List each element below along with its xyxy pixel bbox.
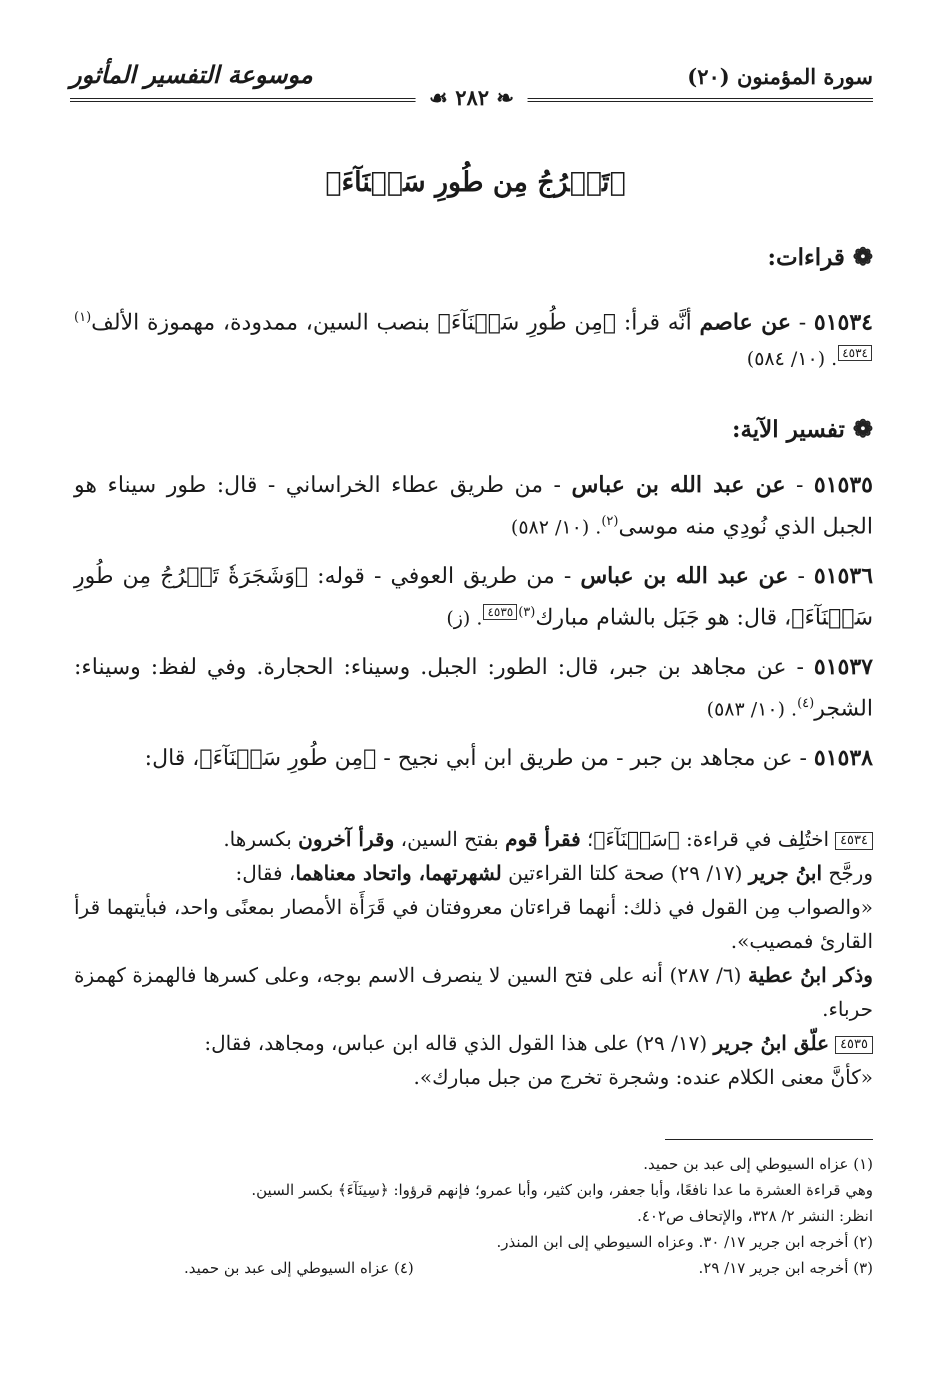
footnotes bbox=[74, 1151, 873, 1281]
footnote-marker[interactable]: (٢) bbox=[601, 514, 619, 529]
note-text: بفتح السين، bbox=[394, 827, 506, 851]
book-title: موسوعة التفسير المأثور bbox=[70, 60, 313, 89]
note-text: (٦/ ٢٨٧) أنه على فتح السين لا ينصرف الاسم بوجه، وعلى كسرها فالهمزة كهمزة حرباء. bbox=[74, 963, 873, 1021]
footnote-1: (١) عزاه السيوطي إلى عبد بن حميد. bbox=[643, 1155, 873, 1173]
note-emphasis: فقرأ قوم bbox=[505, 827, 581, 851]
note-emphasis: لشهرتهما، واتحاد معناهما bbox=[295, 861, 502, 885]
entry-reference: . (١٠/ ٥٨٤) bbox=[746, 348, 838, 371]
footnote-row bbox=[74, 1255, 873, 1281]
entry-reference: . (١٠/ ٥٨٢) bbox=[510, 516, 602, 539]
note-text: اختُلِف في قراءة: ﴿سَيۡنَآءَ﴾؛ bbox=[580, 827, 830, 851]
entry-51535: ٥١٥٣٥ - عن عبد الله بن عباس - من طريق عطاء الخراساني - قال: طور سيناء هو الجبل الذي نُودِي منه موسى$^{(٢)}$. (١٠/ ٥٨٢) bbox=[74, 472, 873, 540]
page-number-text: ٢٨٢ bbox=[455, 85, 490, 110]
note-text: (١٧/ ٢٩) صحة كلتا القراءتين bbox=[501, 861, 749, 885]
narrator-name: عن عاصم bbox=[699, 309, 791, 336]
narrator-name: عن مجاهد بن جبر bbox=[630, 746, 793, 771]
note-text: ورجَّح bbox=[822, 861, 873, 885]
note-emphasis: علّق ابنُ جرير bbox=[713, 1031, 830, 1055]
entry-number: ٥١٥٣٤ bbox=[813, 309, 873, 336]
narrator-name: عن عبد الله بن عباس bbox=[571, 472, 786, 498]
note-line bbox=[74, 1026, 873, 1060]
section-tafsir bbox=[732, 414, 873, 443]
note-text: بكسرها. bbox=[223, 827, 299, 851]
note-box[interactable]: ٤٥٣٤ bbox=[835, 832, 873, 850]
footnote-1-cont: وهي قراءة العشرة ما عدا نافعًا، وأبا جعفر، وابن كثير، وأبا عمرو؛ فإنهم قرؤوا: ﴿سِينَآءَ﴾ بكسر السين. bbox=[251, 1181, 873, 1199]
note-quote: «كأنَّ معنى الكلام عنده: وشجرة تخرج من جبل مبارك». bbox=[413, 1065, 873, 1089]
narrator-name: عن مجاهد بن جبر bbox=[615, 655, 787, 680]
section-tafsir-label: تفسير الآية: bbox=[731, 416, 845, 443]
editor-notes bbox=[74, 822, 873, 1094]
note-line bbox=[74, 856, 873, 890]
surah-title: سورة المؤمنون (٢٠) bbox=[687, 64, 873, 89]
footnote-marker[interactable]: (١) bbox=[74, 310, 92, 325]
note-line bbox=[74, 958, 873, 1026]
entry-number: ٥١٥٣٥ bbox=[813, 472, 873, 498]
note-text: (١٧/ ٢٩) على هذا القول الذي قاله ابن عباس، ومجاهد، فقال: bbox=[204, 1031, 714, 1055]
entry-number: ٥١٥٣٨ bbox=[813, 745, 873, 771]
entry-number: ٥١٥٣٧ bbox=[813, 654, 873, 680]
entry-text: ، قال: الطور: الجبل. وسيناء: الحجارة. وفي لفظ: وسيناء: الشجر bbox=[74, 655, 873, 722]
footnote-rule bbox=[665, 1139, 873, 1140]
entry-51534: ٥١٥٣٤ - عن عاصم أنَّه قرأ: ﴿مِن طُورِ سَيۡنَآءَ﴾ بنصب السين، ممدودة، مهموزة الألف$^{(١)}$٤٥٣٤. (١٠/ ٥٨٤) bbox=[74, 309, 873, 371]
note-box[interactable]: ٤٥٣٥ bbox=[835, 1036, 873, 1054]
page-header bbox=[70, 60, 873, 116]
narrator-name: عن عبد الله بن عباس bbox=[580, 563, 789, 589]
note-emphasis: ابنُ جرير bbox=[748, 861, 823, 885]
entry-51538: ٥١٥٣٨ - عن مجاهد بن جبر - من طريق ابن أبي نجيح - ﴿مِن طُورِ سَيۡنَآءَ﴾، قال: bbox=[144, 745, 873, 771]
entry-number: ٥١٥٣٦ bbox=[813, 563, 874, 589]
note-box[interactable]: ٤٥٣٥ bbox=[483, 604, 517, 620]
entry-text: - من طريق عطاء الخراساني - قال: طور سيناء هو الجبل الذي نُودِي منه موسى bbox=[74, 473, 873, 540]
footnote-1-cont: انظر: النشر ٢/ ٣٢٨، والإتحاف ص٤٠٢. bbox=[637, 1207, 873, 1225]
entry-reference: . (ز) bbox=[446, 607, 483, 630]
note-emphasis: وقرأ آخرون bbox=[298, 827, 395, 851]
section-readings bbox=[767, 242, 873, 271]
note-text: ، فقال: bbox=[235, 861, 296, 885]
note-box[interactable]: ٤٥٣٤ bbox=[838, 345, 872, 361]
page-number bbox=[415, 85, 528, 110]
note-quote: «والصواب مِن القول في ذلك: أنهما قراءتان معروفتان في قَرَأَة الأمصار بمعنًى واحد، فبأيتهما قرأ القارئ فمصيب». bbox=[74, 895, 873, 953]
entry-reference: . (١٠/ ٥٨٣) bbox=[706, 698, 798, 721]
footnote-marker[interactable]: (٤) bbox=[797, 696, 815, 711]
note-emphasis: ابنُ عطية bbox=[748, 963, 827, 987]
entry-51536: ٥١٥٣٦ - عن عبد الله بن عباس - من طريق العوفي - قوله: ﴿وَشَجَرَةٗ تَخۡرُجُ مِن طُورِ سَيۡنَآءَ﴾، قال: هو جَبَل بالشام مبارك$^{(٣)}$٤٥٣٥. (ز) bbox=[74, 563, 874, 631]
verse-heading: ﴿تَخۡرُجُ مِن طُورِ سَيۡنَآءَ﴾ bbox=[325, 167, 626, 198]
ornament-icon: ☙ bbox=[429, 85, 456, 110]
footnote-4: (٤) عزاه السيوطي إلى عبد بن حميد. bbox=[184, 1259, 414, 1277]
footnote-2: (٢) أخرجه ابن جرير ١٧/ ٣٠. وعزاه السيوطي إلى ابن المنذر. bbox=[496, 1233, 873, 1251]
note-line bbox=[74, 822, 873, 856]
entry-text: أنَّه قرأ: ﴿مِن طُورِ سَيۡنَآءَ﴾ بنصب السين، ممدودة، مهموزة الألف bbox=[91, 310, 692, 336]
entry-text: - من طريق العوفي - قوله: ﴿وَشَجَرَةٗ تَخۡرُجُ مِن طُورِ سَيۡنَآءَ﴾، قال: هو جَبَل بالشام مبارك bbox=[74, 564, 873, 631]
footnote-marker[interactable]: (٣) bbox=[518, 605, 536, 620]
note-emphasis: وذكر bbox=[826, 963, 873, 987]
entry-text: - من طريق ابن أبي نجيح - ﴿مِن طُورِ سَيۡنَآءَ﴾، قال: bbox=[144, 746, 624, 771]
flower-icon: ❁ bbox=[852, 414, 873, 443]
flower-icon: ❁ bbox=[852, 242, 873, 271]
footnote-3: (٣) أخرجه ابن جرير ١٧/ ٢٩. bbox=[698, 1259, 873, 1277]
entry-51537: ٥١٥٣٧ - عن مجاهد بن جبر، قال: الطور: الجبل. وسيناء: الحجارة. وفي لفظ: وسيناء: الشجر$^{(٤)}$. (١٠/ ٥٨٣) bbox=[74, 654, 873, 722]
ornament-icon: ❧ bbox=[489, 85, 514, 110]
section-readings-label: قراءات: bbox=[767, 244, 845, 271]
